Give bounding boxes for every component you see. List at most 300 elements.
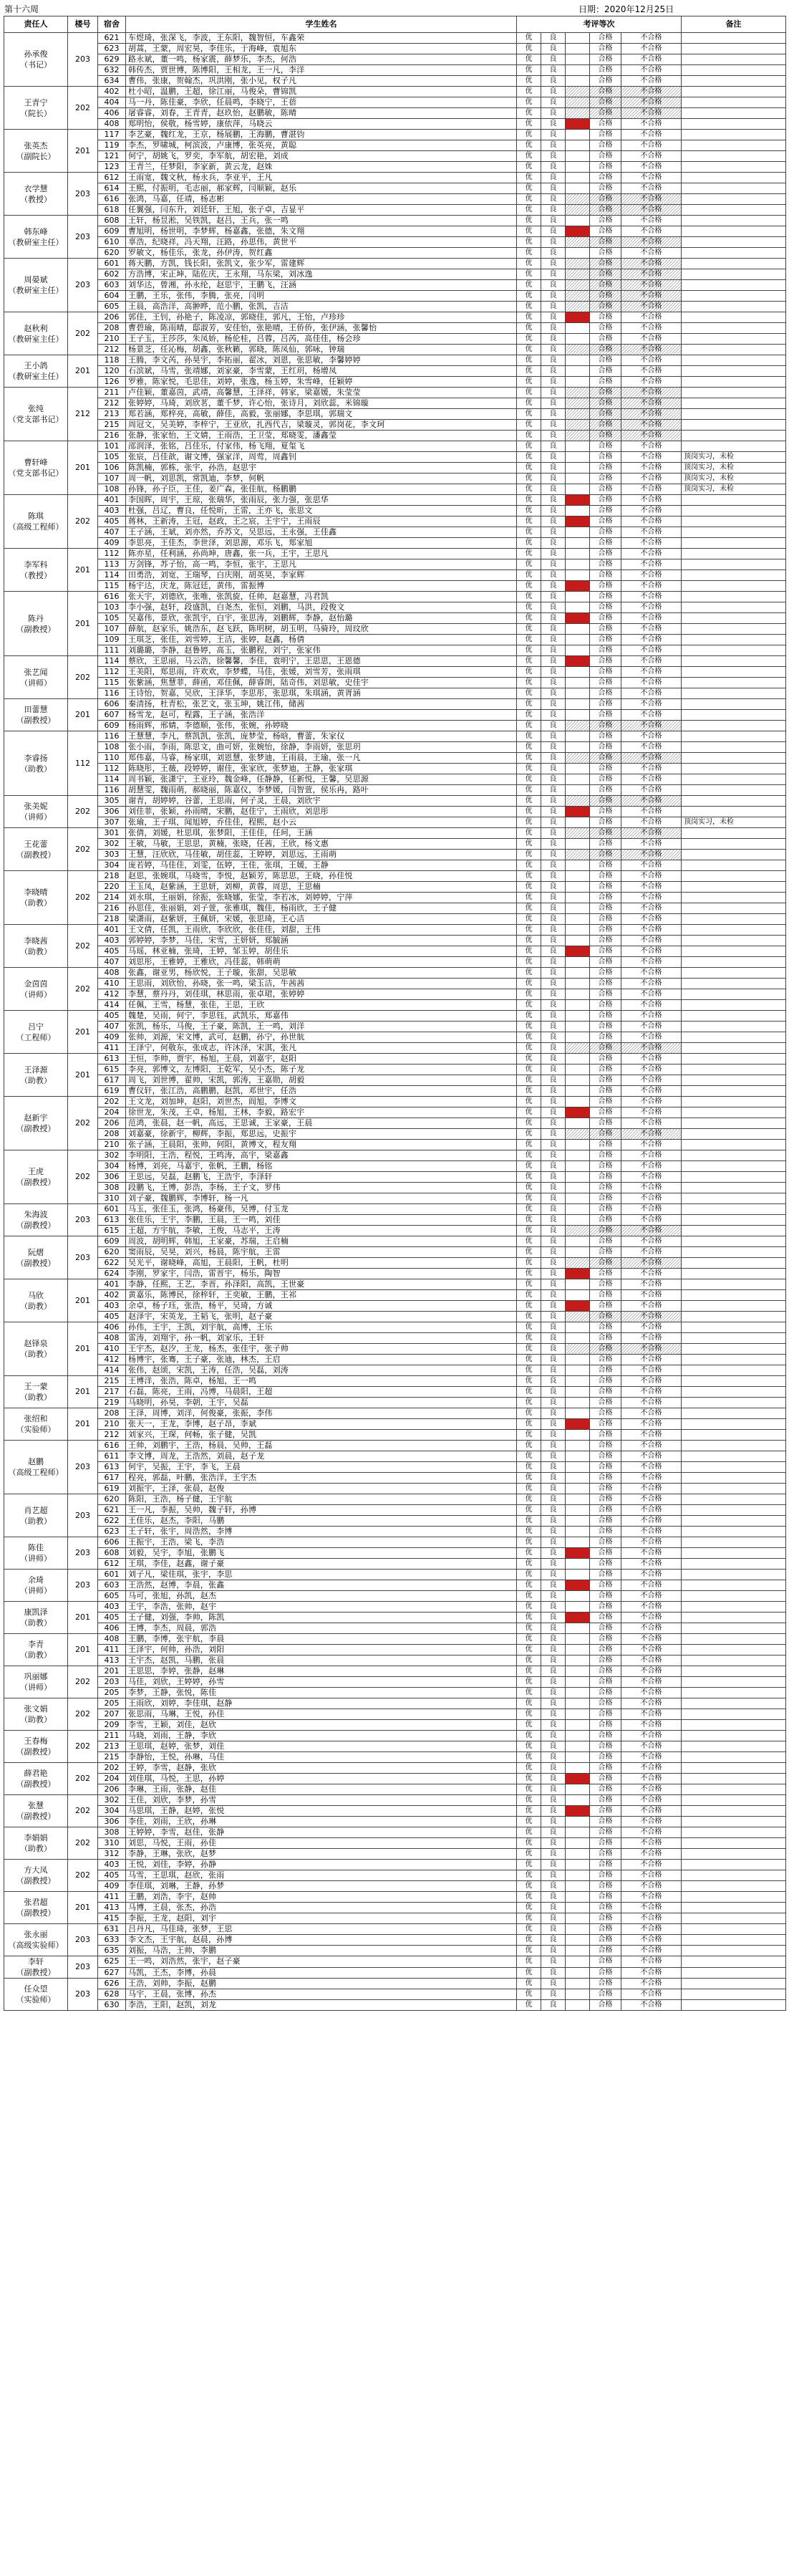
grade-pass: 合格 [590,1580,621,1591]
grade-excellent: 优 [517,817,541,828]
grade-fail: 不合格 [621,484,682,495]
room-number: 602 [98,269,126,280]
grade-fail: 不合格 [621,731,682,742]
grade-marker [566,1505,590,1516]
table-row [4,742,786,753]
table-row [4,1344,786,1355]
student-names: 马凯，王杰，李博，孙晨 [126,1967,517,1979]
room-number: 618 [98,205,126,216]
student-names: 李琳，王雨，张静，赵佳 [126,1784,517,1795]
grade-fail: 不合格 [621,1204,682,1215]
student-names: 王振宇，王浩，梁飞，李浩 [126,1537,517,1548]
grade-marker [566,1247,590,1258]
responsible-person [4,1441,68,1494]
grade-pass: 合格 [590,871,621,882]
remark-cell [682,409,786,420]
grade-marker [566,173,590,183]
grade-pass: 合格 [590,1688,621,1698]
table-row [4,1054,786,1064]
student-names: 曹伟，张康，贺翰杰，巩洪刚，张小见，权子凡 [126,76,517,87]
room-number: 628 [98,1989,126,2000]
grade-marker [566,33,590,44]
room-number: 622 [98,1258,126,1269]
grade-pass: 合格 [590,1881,621,1892]
grade-marker-red [566,807,590,817]
grade-good: 良 [541,516,566,527]
grade-good: 良 [541,1279,566,1290]
responsible-name: 张君超 [24,1898,48,1907]
grade-good: 良 [541,1462,566,1473]
remark-cell [682,1011,786,1022]
responsible-title: （副教授） [16,1747,56,1756]
room-number: 623 [98,1527,126,1537]
responsible-title: （工程师） [16,1032,56,1042]
room-number: 615 [98,1064,126,1075]
grade-good: 良 [541,441,566,452]
room-number: 413 [98,1903,126,1913]
grade-excellent: 优 [517,1290,541,1301]
grade-good: 良 [541,1193,566,1204]
table-row [4,1215,786,1226]
grade-good: 良 [541,1548,566,1559]
responsible-title: （副教授） [16,850,56,860]
grade-fail: 不合格 [621,1849,682,1860]
grade-fail: 不合格 [621,162,682,173]
remark-cell [682,602,786,613]
student-names: 杜小昭，温鹏，王超，徐江丽，马俊朵，曹锦凯 [126,87,517,97]
remark-cell [682,1161,786,1172]
grade-marker [566,334,590,345]
student-names: 陈晓彤，王薇，段婷婷，谢佳，张家欣，张梦迪，王静，张家琪 [126,764,517,774]
grade-fail: 不合格 [621,183,682,194]
grade-pass: 合格 [590,1613,621,1623]
student-names: 刘毅，吴宇，李旭，张鹏飞 [126,1548,517,1559]
grade-marker [566,323,590,334]
remark-cell [682,1387,786,1398]
grade-good: 良 [541,925,566,936]
grade-pass: 合格 [590,527,621,538]
student-names: 王慧慧，李凡，蔡凯凯，张凯，庞梦莹，杨晗，曹蕾，朱家仪 [126,731,517,742]
table-row [4,753,786,764]
table-row [4,108,786,119]
table-row [4,259,786,269]
grade-excellent: 优 [517,76,541,87]
grade-marker [566,1408,590,1419]
grade-fail: 不合格 [621,1000,682,1011]
room-number: 612 [98,1559,126,1570]
grade-excellent: 优 [517,291,541,302]
grade-good: 良 [541,1032,566,1043]
responsible-person [4,216,68,259]
grade-excellent: 优 [517,1376,541,1387]
responsible-name: 张英杰 [24,140,48,150]
grade-marker [566,635,590,645]
student-names: 王泽宇，何帅，孙浩，刘阳 [126,1645,517,1655]
room-number: 616 [98,592,126,602]
grade-fail: 不合格 [621,441,682,452]
table-row [4,721,786,731]
student-names: 刘永琪，王丽娟，徐振，张晓娜，张莹，李若冰，刘婷婷，宁萍 [126,893,517,903]
header-room: 宿舍 [98,16,126,33]
responsible-title: （讲师） [20,678,52,688]
remark-cell [682,1075,786,1086]
grade-fail: 不合格 [621,1161,682,1172]
remark-cell [682,742,786,753]
room-number: 606 [98,1537,126,1548]
grade-good: 良 [541,1505,566,1516]
grade-pass: 合格 [590,925,621,936]
room-number: 304 [98,1161,126,1172]
grade-marker [566,1484,590,1494]
remark-cell [682,1806,786,1817]
grade-marker [566,398,590,409]
grade-marker [566,968,590,979]
grade-fail: 不合格 [621,774,682,785]
table-row [4,1602,786,1613]
grade-excellent: 优 [517,1967,541,1979]
remark-cell [682,1430,786,1441]
remark-cell [682,1451,786,1462]
grade-fail: 不合格 [621,549,682,559]
floor-number: 201 [68,592,98,656]
room-number: 402 [98,1290,126,1301]
responsible-person [4,1097,68,1150]
grade-marker [566,1645,590,1655]
grade-fail: 不合格 [621,377,682,388]
table-row [4,1537,786,1548]
grade-good: 良 [541,1527,566,1537]
responsible-person [4,1494,68,1537]
table-row [4,54,786,65]
room-number: 105 [98,452,126,463]
grade-fail: 不合格 [621,1677,682,1688]
remark-cell [682,1774,786,1784]
student-names: 张鑫，谢亚男，杨欣悦，王子璇，张甜，吴思敏 [126,968,517,979]
floor-number: 201 [68,1602,98,1634]
grade-good: 良 [541,108,566,119]
grade-excellent: 优 [517,667,541,678]
table-row [4,1011,786,1022]
grade-good: 良 [541,1537,566,1548]
grade-pass: 合格 [590,431,621,441]
grade-excellent: 优 [517,1806,541,1817]
grade-marker [566,1752,590,1763]
student-names: 杨博，刘亮，马嘉宇，张帆，王鹏，杨铭 [126,1161,517,1172]
remark-cell [682,2000,786,2011]
grade-pass: 合格 [590,1022,621,1032]
student-names: 李亮，郭博文，左博阳，王乾军，吴小杰，陈子龙 [126,1064,517,1075]
student-names: 罗雅，陈家悦，毛思佳，刘婷，张逸，杨玉婷，朱雪峰，任颖婷 [126,377,517,388]
grade-good: 良 [541,216,566,226]
grade-marker [566,1022,590,1032]
grade-pass: 合格 [590,1107,621,1118]
grade-excellent: 优 [517,957,541,968]
grade-good: 良 [541,979,566,989]
remark-cell [682,1322,786,1333]
table-row [4,613,786,624]
grade-fail: 不合格 [621,1806,682,1817]
remark-cell [682,1720,786,1731]
remark-cell [682,1537,786,1548]
student-names: 周冠文，吴美婷，李梓宁，王亚欣，扎西代吉，梁璇灵，郭岗花，李文珂 [126,420,517,431]
table-row [4,269,786,280]
grade-marker [566,731,590,742]
room-number: 210 [98,334,126,345]
room-number: 608 [98,216,126,226]
floor-number: 203 [68,1956,98,1979]
grade-marker [566,2000,590,2011]
remark-cell [682,721,786,731]
remark-cell [682,570,786,581]
grade-fail: 不合格 [621,2000,682,2011]
floor-number: 203 [68,33,98,87]
grade-marker [566,44,590,54]
grade-marker [566,1849,590,1860]
student-names: 曹仪轩，张江浩，高鹏鹏，赵凯，邓世宇，任浩 [126,1086,517,1097]
grade-good: 良 [541,1580,566,1591]
table-row [4,162,786,173]
grade-marker [566,1032,590,1043]
grade-fail: 不合格 [621,925,682,936]
grade-marker [566,280,590,291]
student-names: 车煜琦，张深飞，李波，王东阳，魏智恒，车鑫荣 [126,33,517,44]
grade-good: 良 [541,334,566,345]
remark-cell [682,1634,786,1645]
grade-marker [566,1870,590,1881]
grade-pass: 合格 [590,1795,621,1806]
grade-fail: 不合格 [621,645,682,656]
floor-number: 202 [68,1698,98,1731]
grade-good: 良 [541,667,566,678]
grade-good: 良 [541,882,566,893]
table-row [4,1613,786,1623]
table-row [4,484,786,495]
room-number: 219 [98,1398,126,1408]
table-body [4,33,786,2011]
grade-pass: 合格 [590,957,621,968]
table-row [4,1548,786,1559]
responsible-person [4,1698,68,1731]
grade-fail: 不合格 [621,151,682,162]
grade-excellent: 优 [517,1580,541,1591]
table-row [4,1333,786,1344]
grade-pass: 合格 [590,226,621,237]
grade-fail: 不合格 [621,1881,682,1892]
responsible-name: 韩东峰 [24,226,48,236]
grade-fail: 不合格 [621,54,682,65]
responsible-name: 王泽源 [24,1064,48,1075]
room-number: 126 [98,377,126,388]
student-names: 王文倩，任凯，王雨欣，李欣欣，张佳佳，刘甜，王伟 [126,925,517,936]
top-bar [0,0,789,16]
grade-fail: 不合格 [621,431,682,441]
grade-marker-red [566,516,590,527]
grade-good: 良 [541,936,566,946]
grade-good: 良 [541,1655,566,1666]
grade-good: 良 [541,506,566,516]
student-names: 刘璐璐，李静，赵鲁婷，高玉，张鹏程，刘宁，张家伟 [126,645,517,656]
responsible-title: （助教） [20,1715,52,1724]
grade-excellent: 优 [517,312,541,323]
room-number: 204 [98,1774,126,1784]
remark-cell [682,506,786,516]
remark-cell [682,936,786,946]
grade-pass: 合格 [590,549,621,559]
grade-pass: 合格 [590,656,621,667]
table-row [4,1516,786,1527]
student-names: 王青兰，任梦阳，李家新，黄云龙，赵姝 [126,162,517,173]
grade-fail: 不合格 [621,1935,682,1946]
room-number: 604 [98,291,126,302]
room-number: 308 [98,1827,126,1838]
grade-excellent: 优 [517,1118,541,1129]
grade-fail: 不合格 [621,216,682,226]
inspection-table [4,16,786,2011]
responsible-person [4,1150,68,1204]
student-names: 王思远，吴磊，赵鹏飞，王浩宇，李泽轩 [126,1172,517,1183]
grade-excellent: 优 [517,1333,541,1344]
grade-excellent: 优 [517,1602,541,1613]
responsible-name: 吕宁 [28,1022,44,1032]
grade-marker [566,645,590,656]
grade-marker [566,1183,590,1193]
grade-marker-red [566,119,590,130]
grade-fail: 不合格 [621,656,682,667]
remark-cell [682,635,786,645]
grade-excellent: 优 [517,1903,541,1913]
remark-cell [682,871,786,882]
responsible-title: （讲师） [20,989,52,999]
grade-pass: 合格 [590,796,621,807]
grade-pass: 合格 [590,1645,621,1655]
student-names: 王婷婷，李雪，赵佳，张静 [126,1827,517,1838]
remark-cell [682,33,786,44]
grade-pass: 合格 [590,334,621,345]
grade-good: 良 [541,1204,566,1215]
room-number: 208 [98,1129,126,1140]
grade-fail: 不合格 [621,1054,682,1064]
grade-marker [566,1881,590,1892]
student-names: 李思亮，王佳杰，李世泽，刘思源，邓乐飞，郑家旭 [126,538,517,549]
grade-fail: 不合格 [621,1946,682,1956]
grade-marker [566,183,590,194]
room-number: 118 [98,355,126,366]
grade-excellent: 优 [517,774,541,785]
grade-good: 良 [541,280,566,291]
grade-excellent: 优 [517,1419,541,1430]
grade-fail: 不合格 [621,1011,682,1022]
remark-cell [682,1527,786,1537]
student-names: 杨博宇，张骞，王子豪，张迪，林杰，王启 [126,1355,517,1365]
grade-good: 良 [541,463,566,474]
grade-excellent: 优 [517,1473,541,1484]
grade-pass: 合格 [590,1258,621,1269]
remark-cell [682,828,786,839]
room-number: 409 [98,1032,126,1043]
remark-cell [682,527,786,538]
responsible-title: （助教） [20,1516,52,1526]
room-number: 609 [98,226,126,237]
student-names: 李静怡，王悦，孙琳，马佳 [126,1752,517,1763]
grade-excellent: 优 [517,441,541,452]
responsible-title: （副教授） [16,1968,56,1977]
floor-number: 201 [68,130,98,173]
grade-good: 良 [541,495,566,506]
responsible-person [4,173,68,216]
grade-pass: 合格 [590,1527,621,1537]
grade-fail: 不合格 [621,302,682,312]
room-number: 621 [98,1505,126,1516]
grade-good: 良 [541,1054,566,1064]
table-row [4,1258,786,1269]
grade-excellent: 优 [517,54,541,65]
remark-cell [682,1172,786,1183]
grade-excellent: 优 [517,1989,541,2000]
grade-good: 良 [541,1849,566,1860]
responsible-person [4,495,68,549]
student-names: 魏楚，吴雨，何宁，李思钰，武凯乐，郑嘉伟 [126,1011,517,1022]
student-names: 余卓，杨子珏，张浩，杨平，吴琦，方诚 [126,1301,517,1312]
remark-cell [682,366,786,377]
grade-pass: 合格 [590,323,621,334]
header-floor: 楼号 [68,16,98,33]
grade-good: 良 [541,946,566,957]
table-row [4,1623,786,1634]
grade-good: 良 [541,1741,566,1752]
grade-excellent: 优 [517,989,541,1000]
room-number: 112 [98,764,126,774]
grade-excellent: 优 [517,1462,541,1473]
table-row [4,1408,786,1419]
student-names: 王鹏，李博，张宇航，李晨 [126,1634,517,1645]
remark-cell [682,1731,786,1741]
remark-cell [682,312,786,323]
remark-cell [682,323,786,334]
room-number: 613 [98,1215,126,1226]
grade-marker [566,1376,590,1387]
grade-fail: 不合格 [621,1989,682,2000]
grade-good: 良 [541,1570,566,1580]
grade-excellent: 优 [517,850,541,860]
grade-marker-red [566,1613,590,1623]
grade-marker [566,87,590,97]
grade-pass: 合格 [590,495,621,506]
remark-cell [682,302,786,312]
student-names: 张凯，杨乐，马俊，王子豪，陈凯，王一鸣，刘洋 [126,1022,517,1032]
grade-pass: 合格 [590,774,621,785]
grade-marker [566,1935,590,1946]
grade-good: 良 [541,1226,566,1236]
grade-excellent: 优 [517,1827,541,1838]
remark-cell [682,893,786,903]
table-row [4,516,786,527]
grade-good: 良 [541,710,566,721]
student-names: 刘佳琪，马悦，王思，孙婷 [126,1774,517,1784]
table-row [4,925,786,936]
table-row [4,1527,786,1537]
grade-excellent: 优 [517,302,541,312]
table-row [4,1570,786,1580]
grade-good: 良 [541,1086,566,1097]
room-number: 606 [98,699,126,710]
grade-excellent: 优 [517,903,541,914]
grade-pass: 合格 [590,1935,621,1946]
grade-fail: 不合格 [621,1150,682,1161]
grade-excellent: 优 [517,420,541,431]
grade-fail: 不合格 [621,688,682,699]
table-row [4,97,786,108]
grade-marker [566,248,590,259]
